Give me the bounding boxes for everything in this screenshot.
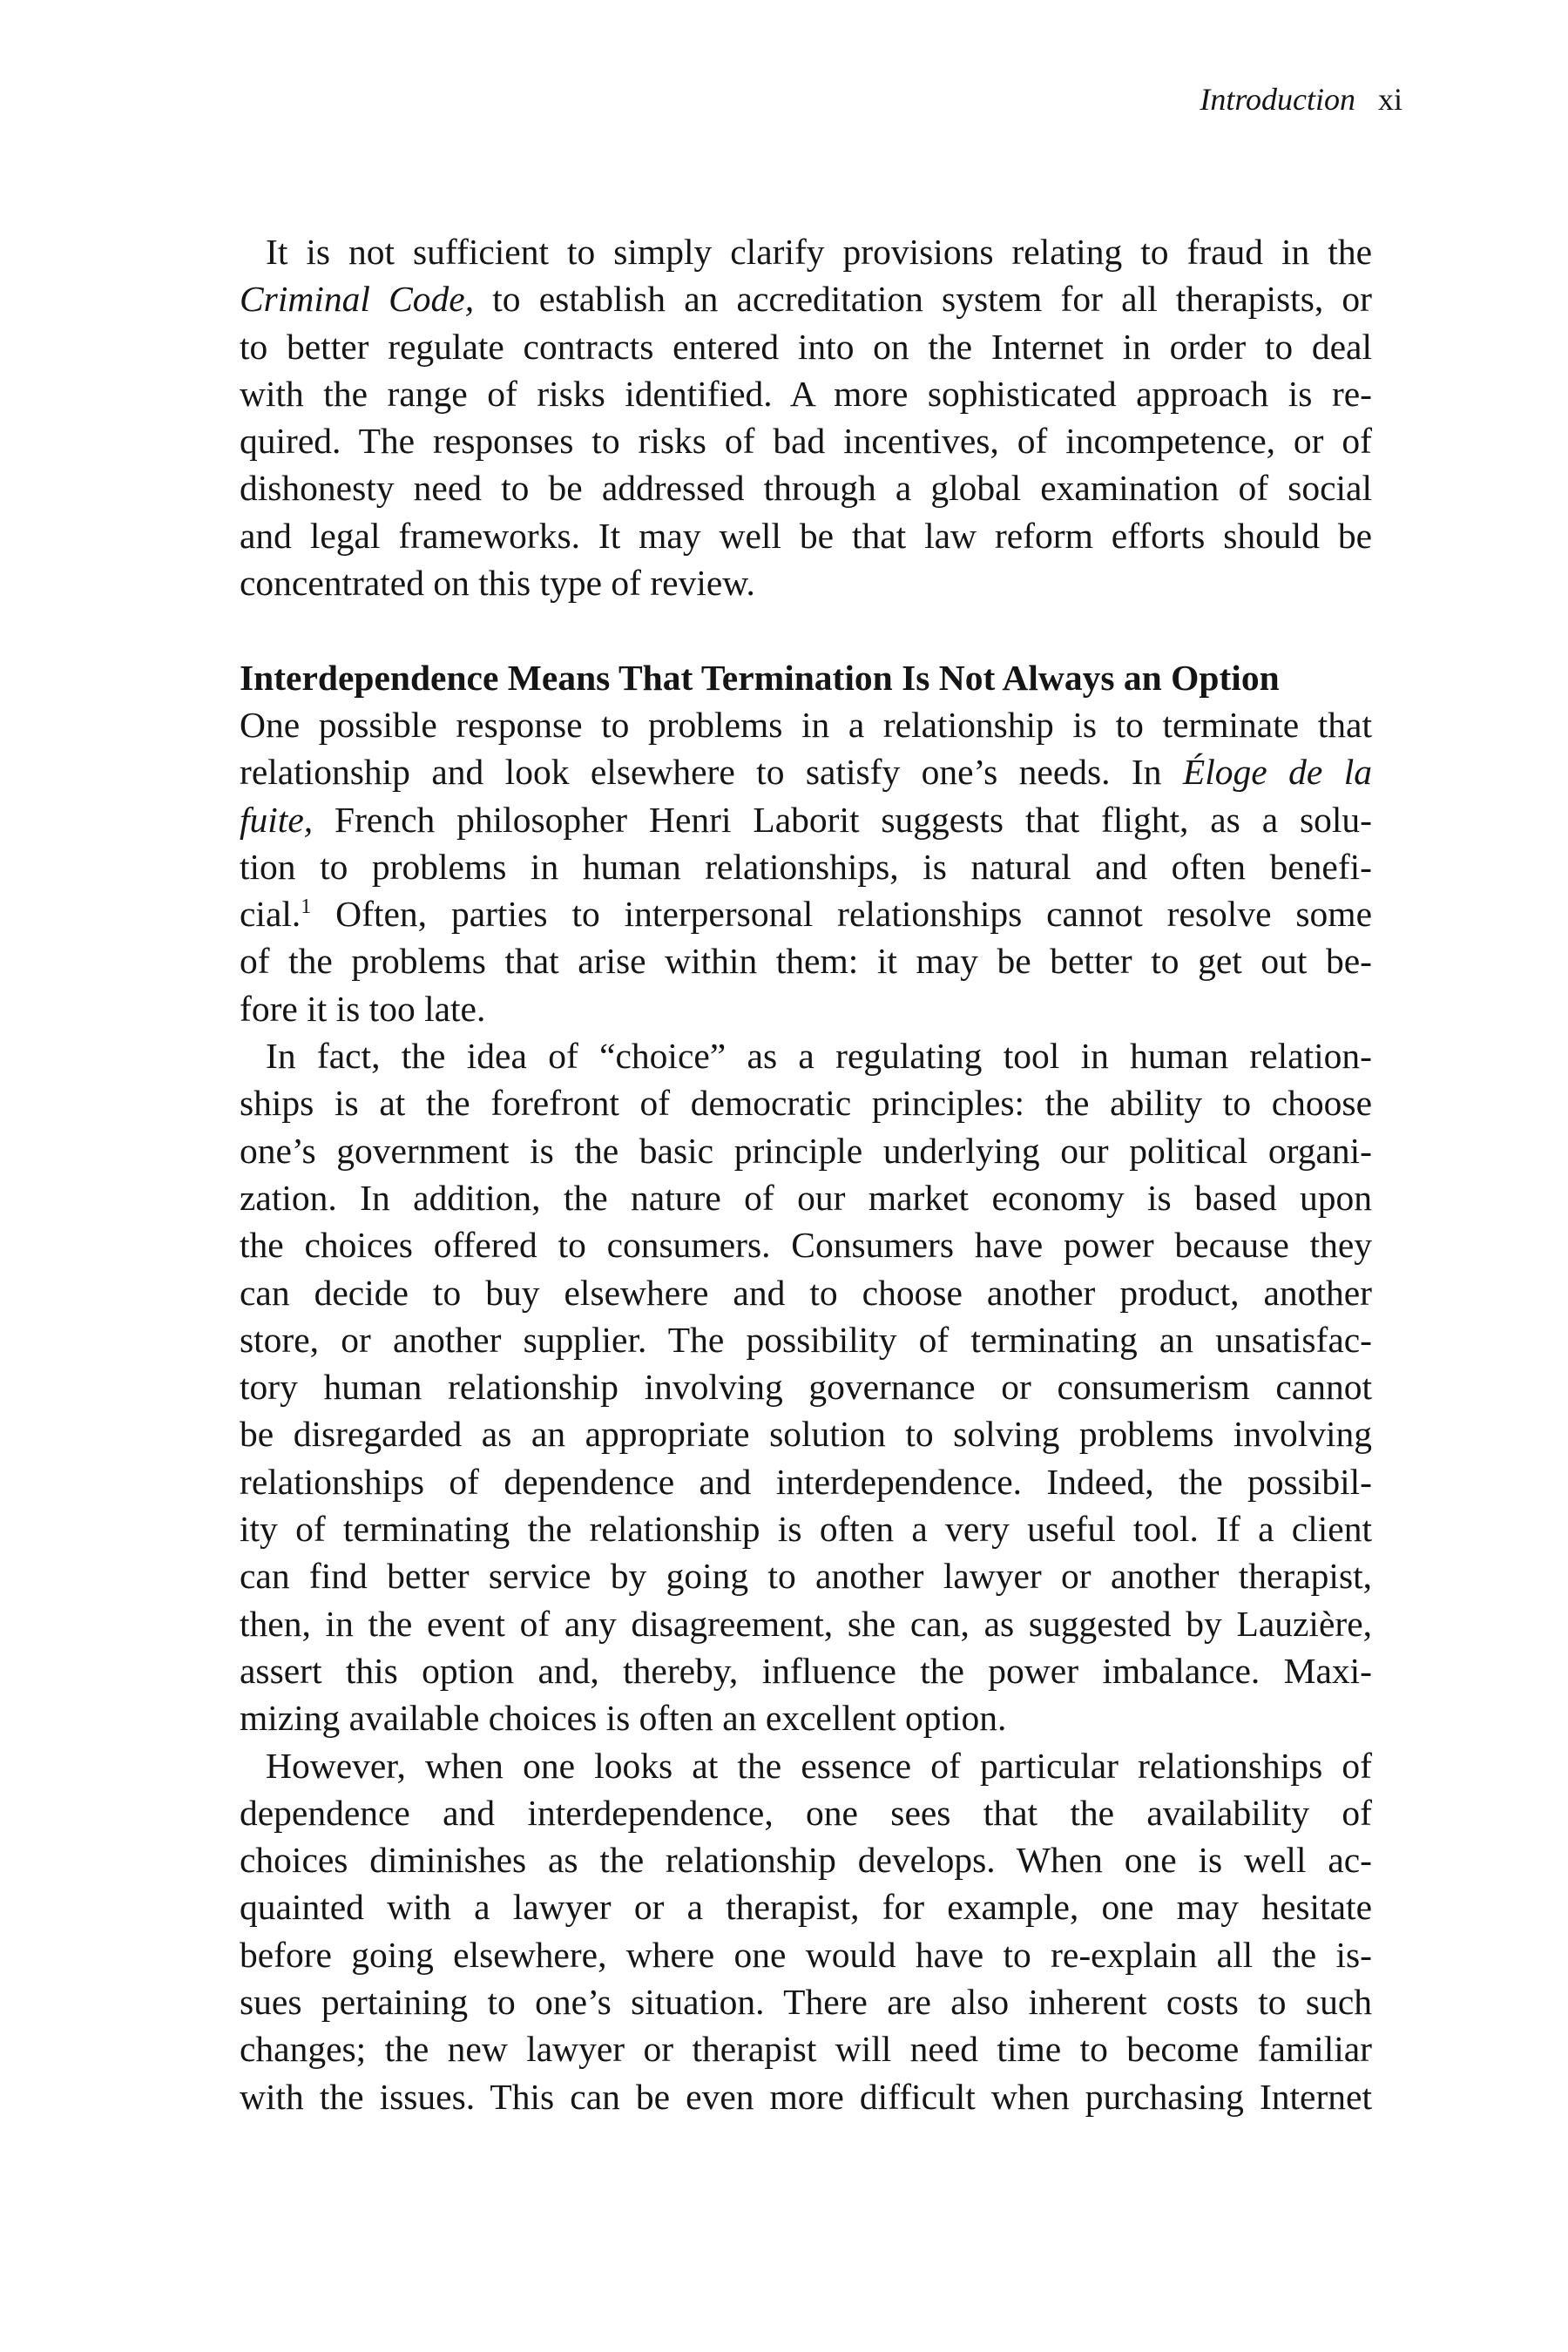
- text-line: one’s government is the basic principle underlying our political organi-: [240, 1130, 1372, 1171]
- body-text: [240, 228, 1372, 2120]
- text-line: One possible response to problems in a relationship is to terminate that: [240, 704, 1372, 745]
- text-line: to better regulate contracts entered into on the Internet in order to deal: [240, 326, 1372, 367]
- text-line: and legal frameworks. It may well be that law reform efforts should be: [240, 515, 1372, 556]
- text-line: dishonesty need to be addressed through a global examination of social: [240, 468, 1372, 509]
- section-heading: Interdependence Means That Termination Is Not Always an Option: [240, 657, 1280, 698]
- text-span: French philosopher Henri Laborit suggests that flight, as a solu-: [313, 799, 1372, 840]
- text-line: In fact, the idea of “choice” as a regulating tool in human relation-: [266, 1036, 1372, 1077]
- text-line: tion to problems in human relationships, is natural and often benefi-: [240, 846, 1372, 887]
- text-line: can decide to buy elsewhere and to choose another product, another: [240, 1272, 1372, 1313]
- text-span: Often, parties to interpersonal relationships cannot resolve some: [311, 894, 1372, 935]
- paragraph-1: [240, 228, 1372, 606]
- text-span: to establish an accreditation system for all therapists, or: [474, 279, 1372, 320]
- text-line: the choices offered to consumers. Consumers have power because they: [240, 1225, 1372, 1266]
- text-line: ity of terminating the relationship is often a very useful tool. If a client: [240, 1509, 1372, 1550]
- text-line: [240, 275, 1372, 322]
- text-line: be disregarded as an appropriate solution to solving problems involving: [240, 1414, 1372, 1455]
- italic-title: fuite,: [240, 799, 314, 840]
- running-head-title: Introduction: [1200, 82, 1355, 117]
- paragraph-gap: [240, 606, 1372, 653]
- text-line: dependence and interdependence, one sees that the availability of: [240, 1792, 1372, 1833]
- text-span: cial.: [240, 894, 301, 935]
- text-line: zation. In addition, the nature of our market economy is based upon: [240, 1177, 1372, 1218]
- text-line: relationships of dependence and interdependence. Indeed, the possibil-: [240, 1461, 1372, 1502]
- text-line: quired. The responses to risks of bad incentives, of incompetence, or of: [240, 421, 1372, 462]
- text-line: of the problems that arise within them: it may be better to get out be-: [240, 941, 1372, 982]
- text-line: concentrated on this type of review.: [240, 563, 755, 604]
- text-line: changes; the new lawyer or therapist will need time to become familiar: [240, 2029, 1372, 2070]
- text-line: mizing available choices is often an excellent option.: [240, 1698, 1007, 1739]
- page-number: xi: [1377, 82, 1402, 117]
- text-line: [240, 748, 1372, 795]
- text-line: sues pertaining to one’s situation. There are also inherent costs to such: [240, 1981, 1372, 2022]
- footnote-marker: 1: [301, 896, 312, 919]
- text-line: [240, 890, 1372, 937]
- text-line: It is not sufficient to simply clarify provisions relating to fraud in the: [266, 232, 1372, 272]
- text-line: choices diminishes as the relationship develops. When one is well ac-: [240, 1840, 1372, 1881]
- text-line: fore it is too late.: [240, 988, 486, 1029]
- text-span: relationship and look elsewhere to satisfy one’s needs. In: [240, 752, 1183, 793]
- text-line: However, when one looks at the essence of particular relationships of: [266, 1745, 1372, 1786]
- running-head: [1200, 80, 1402, 118]
- text-line: with the issues. This can be even more difficult when purchasing Internet: [240, 2076, 1372, 2117]
- text-line: then, in the event of any disagreement, she can, as suggested by Lauzière,: [240, 1603, 1372, 1644]
- italic-title: Criminal Code,: [240, 279, 475, 320]
- text-line: store, or another supplier. The possibility of terminating an unsatisfac-: [240, 1319, 1372, 1360]
- text-line: assert this option and, thereby, influence the power imbalance. Maxi-: [240, 1650, 1372, 1691]
- text-line: [240, 796, 1372, 843]
- text-line: tory human relationship involving governance or consumerism cannot: [240, 1367, 1372, 1408]
- paragraph-3: [240, 1032, 1372, 1741]
- text-line: ships is at the forefront of democratic principles: the ability to choose: [240, 1083, 1372, 1124]
- italic-title: Éloge de la: [1182, 752, 1372, 793]
- text-line: with the range of risks identified. A more sophisticated approach is re-: [240, 373, 1372, 414]
- text-line: quainted with a lawyer or a therapist, for example, one may hesitate: [240, 1887, 1372, 1928]
- text-line: before going elsewhere, where one would have to re-explain all the is-: [240, 1934, 1372, 1975]
- text-line: can find better service by going to another lawyer or another therapist,: [240, 1556, 1372, 1597]
- paragraph-4: [240, 1742, 1372, 2120]
- paragraph-2: [240, 701, 1372, 1032]
